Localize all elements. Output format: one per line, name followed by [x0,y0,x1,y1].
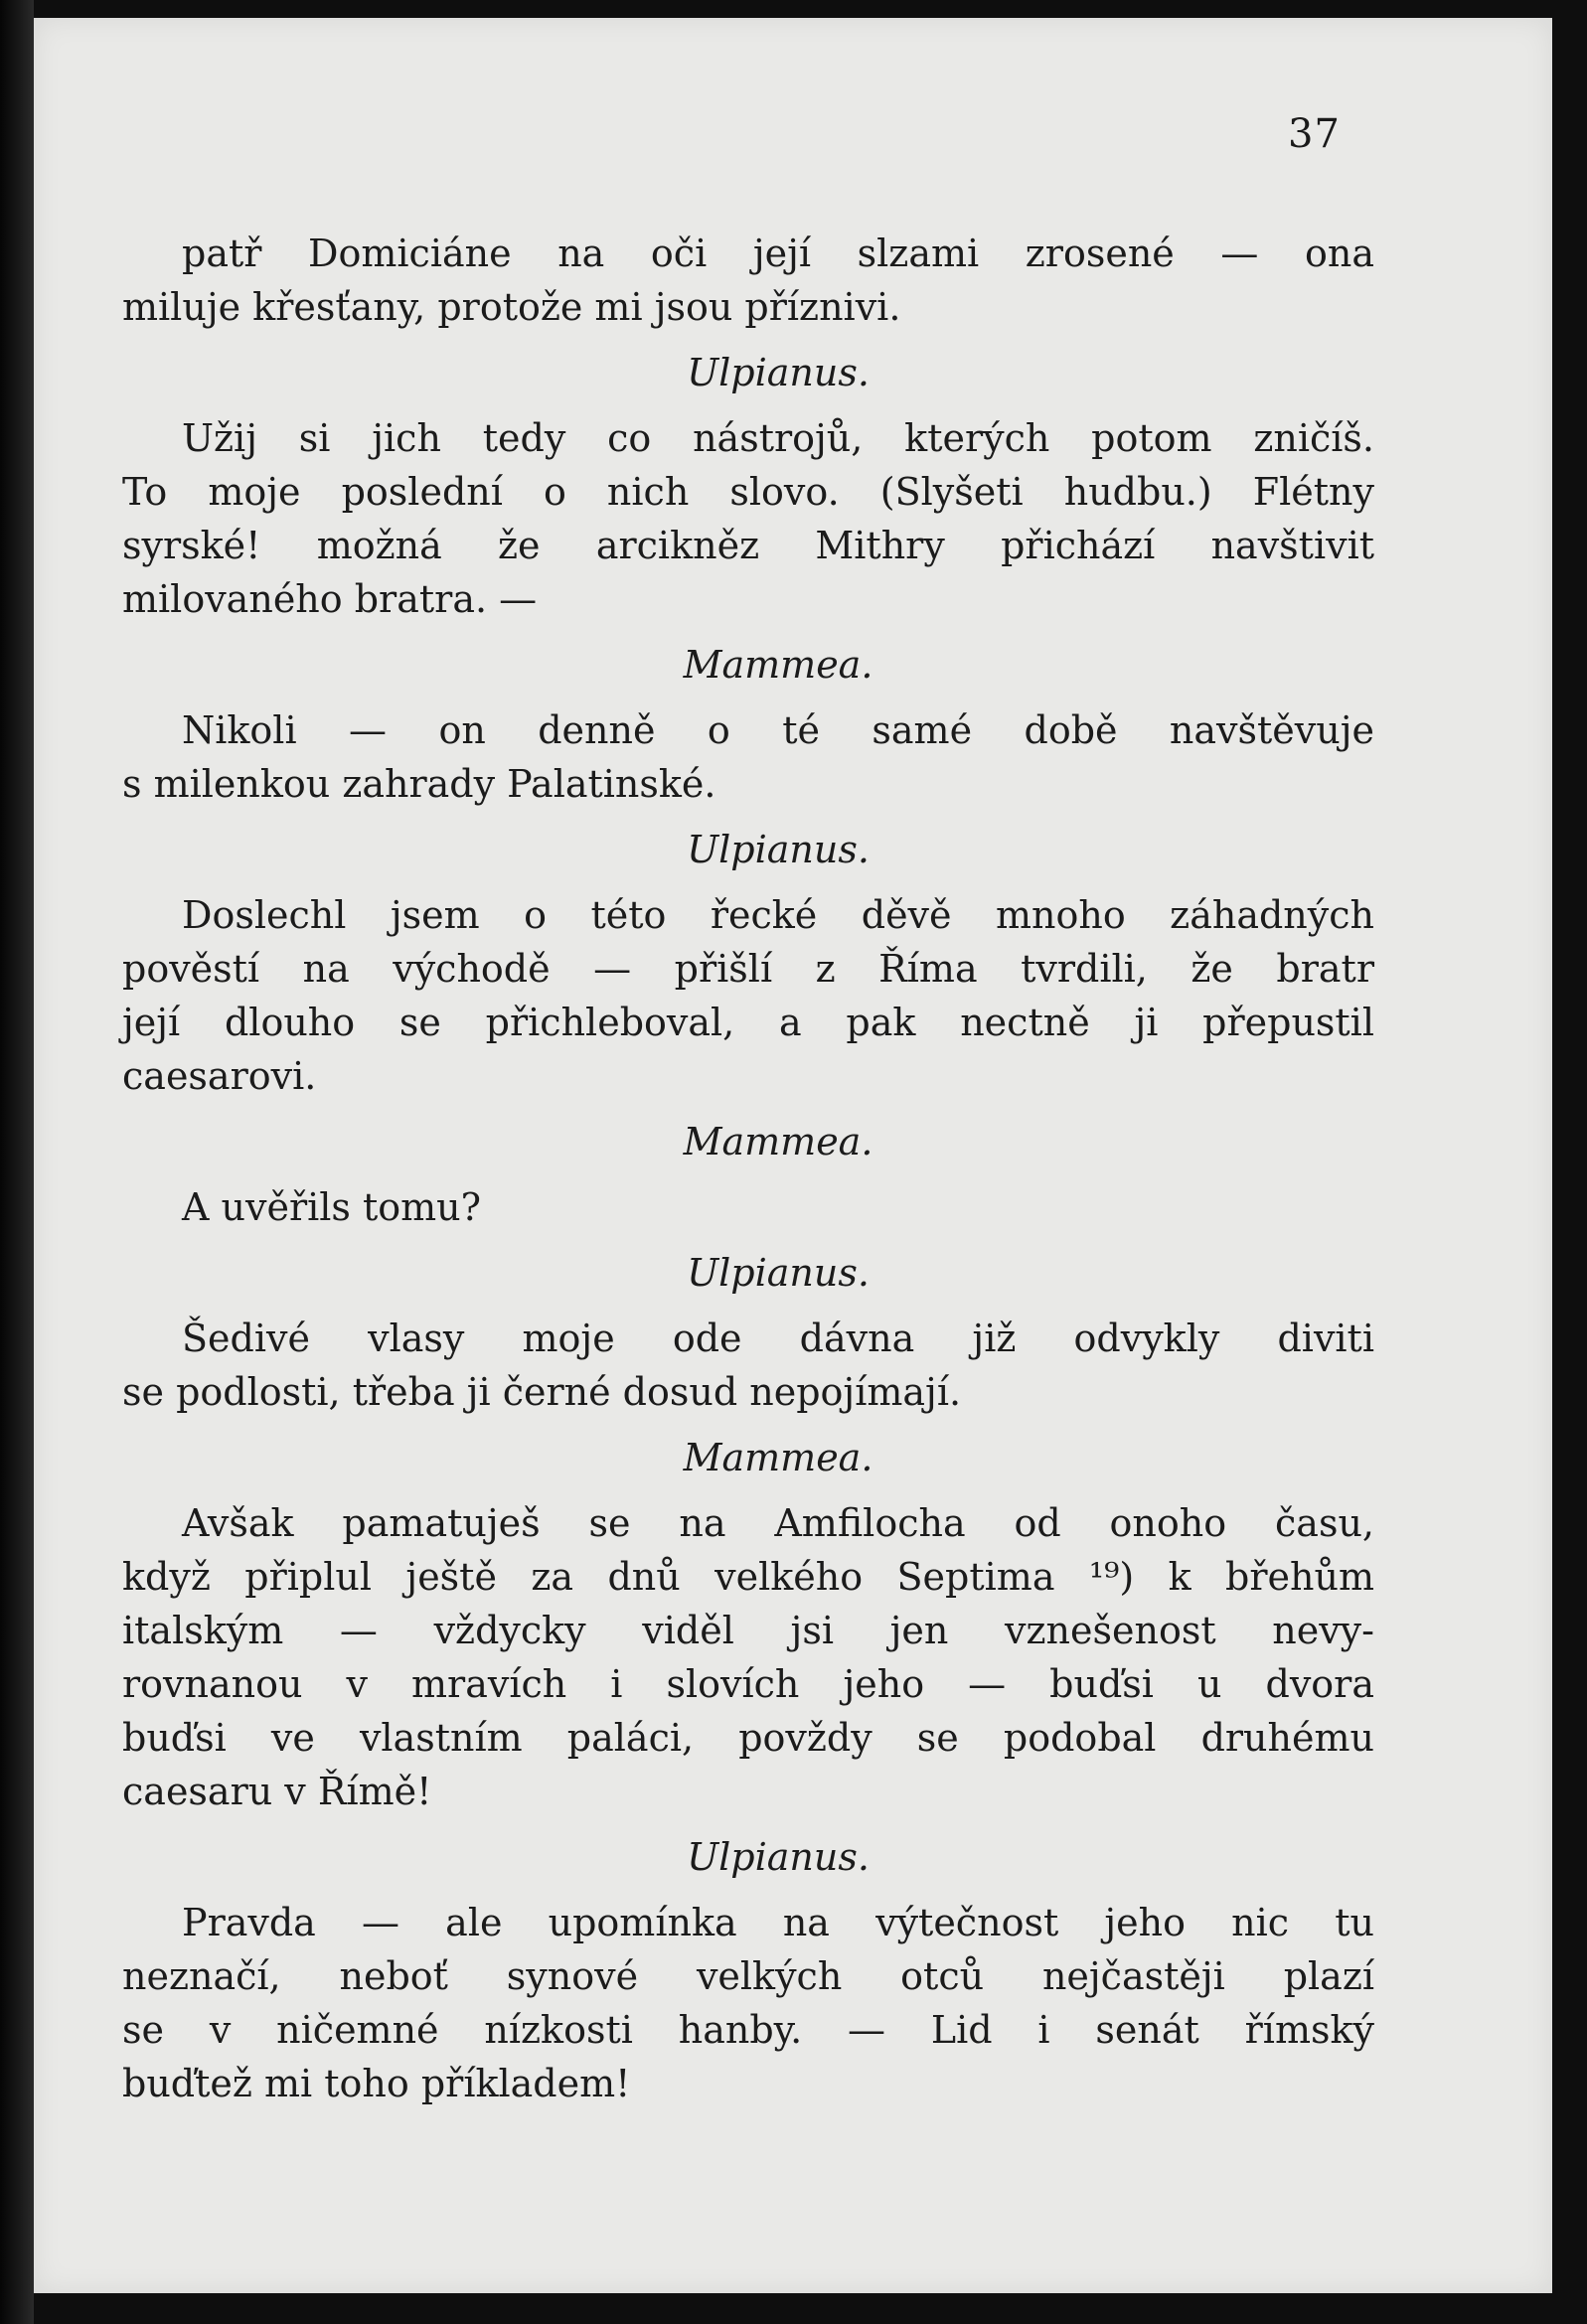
paragraph [122,411,1374,626]
speaker-name: Ulpianus. [687,1251,870,1295]
paragraph [122,1496,1374,1818]
text-line: s milenkou zahrady Palatinské. [122,762,716,806]
text-line: se podlosti, třeba ji černé dosud nepojímají. [122,1370,962,1414]
speaker-name: Ulpianus. [687,1835,870,1879]
text-line: pověstí na východě — přišlí z Říma tvrdili, že bratr [122,947,1374,991]
text-line: Šedivé vlasy moje ode dávna již odvykly diviti [182,1317,1374,1360]
text-line: neznačí, neboť synové velkých otců nejčastěji plazí [122,1954,1374,1998]
text-line: rovnanou v mravích i slovích jeho — buďsi u dvora [122,1662,1374,1706]
text-line: miluje křesťany, protože mi jsou příznivi. [122,285,901,329]
scan-edge [0,0,34,2324]
speaker-name: Ulpianus. [687,351,870,394]
text-line: A uvěřils tomu? [182,1185,482,1229]
text-line: Doslechl jsem o této řecké děvě mnoho záhadných [182,893,1374,937]
speaker-name: Ulpianus. [687,828,870,871]
text-line: buďtež mi toho příkladem! [122,2062,631,2105]
text-line: milovaného bratra. — [122,577,538,621]
speaker-name: Mammea. [683,643,873,687]
paragraph [122,1312,1374,1419]
text-line: patř Domiciáne na oči její slzami zrosené — ona [182,232,1374,275]
paragraph [122,1896,1374,2110]
text-line: se v ničemné nízkosti hanby. — Lid i senát římský [122,2008,1374,2052]
text-line: její dlouho se přichleboval, a pak nectně ji přepustil [122,1001,1374,1044]
text-line: buďsi ve vlastním paláci, povždy se podobal druhému [122,1716,1374,1760]
text-line: To moje poslední o nich slovo. (Slyšeti hudbu.) Flétny [122,470,1374,514]
text-line: syrské! možná že arcikněz Mithry přichází navštivit [122,524,1374,567]
page-number: 37 [1288,111,1341,157]
text-line: caesaru v Římě! [122,1770,432,1813]
paragraph [122,703,1374,811]
text-line: Nikoli — on denně o té samé době navštěvuje [182,708,1374,752]
paragraph [122,888,1374,1103]
text-line: caesarovi. [122,1054,317,1098]
text-line: Užij si jich tedy co nástrojů, kterých potom zničíš. [182,416,1374,460]
paragraph [122,227,1374,334]
text-line: italským — vždycky viděl jsi jen vznešenost nevy- [122,1609,1374,1652]
dialogue-text [122,227,1374,2110]
paragraph [122,1180,1374,1234]
speaker-name: Mammea. [683,1120,873,1163]
text-line: Avšak pamatuješ se na Amfilocha od onoho času, [182,1501,1374,1545]
text-line: když připlul ještě za dnů velkého Septima ¹⁹) k břehům [122,1555,1374,1599]
text-line: Pravda — ale upomínka na výtečnost jeho nic tu [182,1901,1374,1944]
speaker-name: Mammea. [683,1436,873,1479]
